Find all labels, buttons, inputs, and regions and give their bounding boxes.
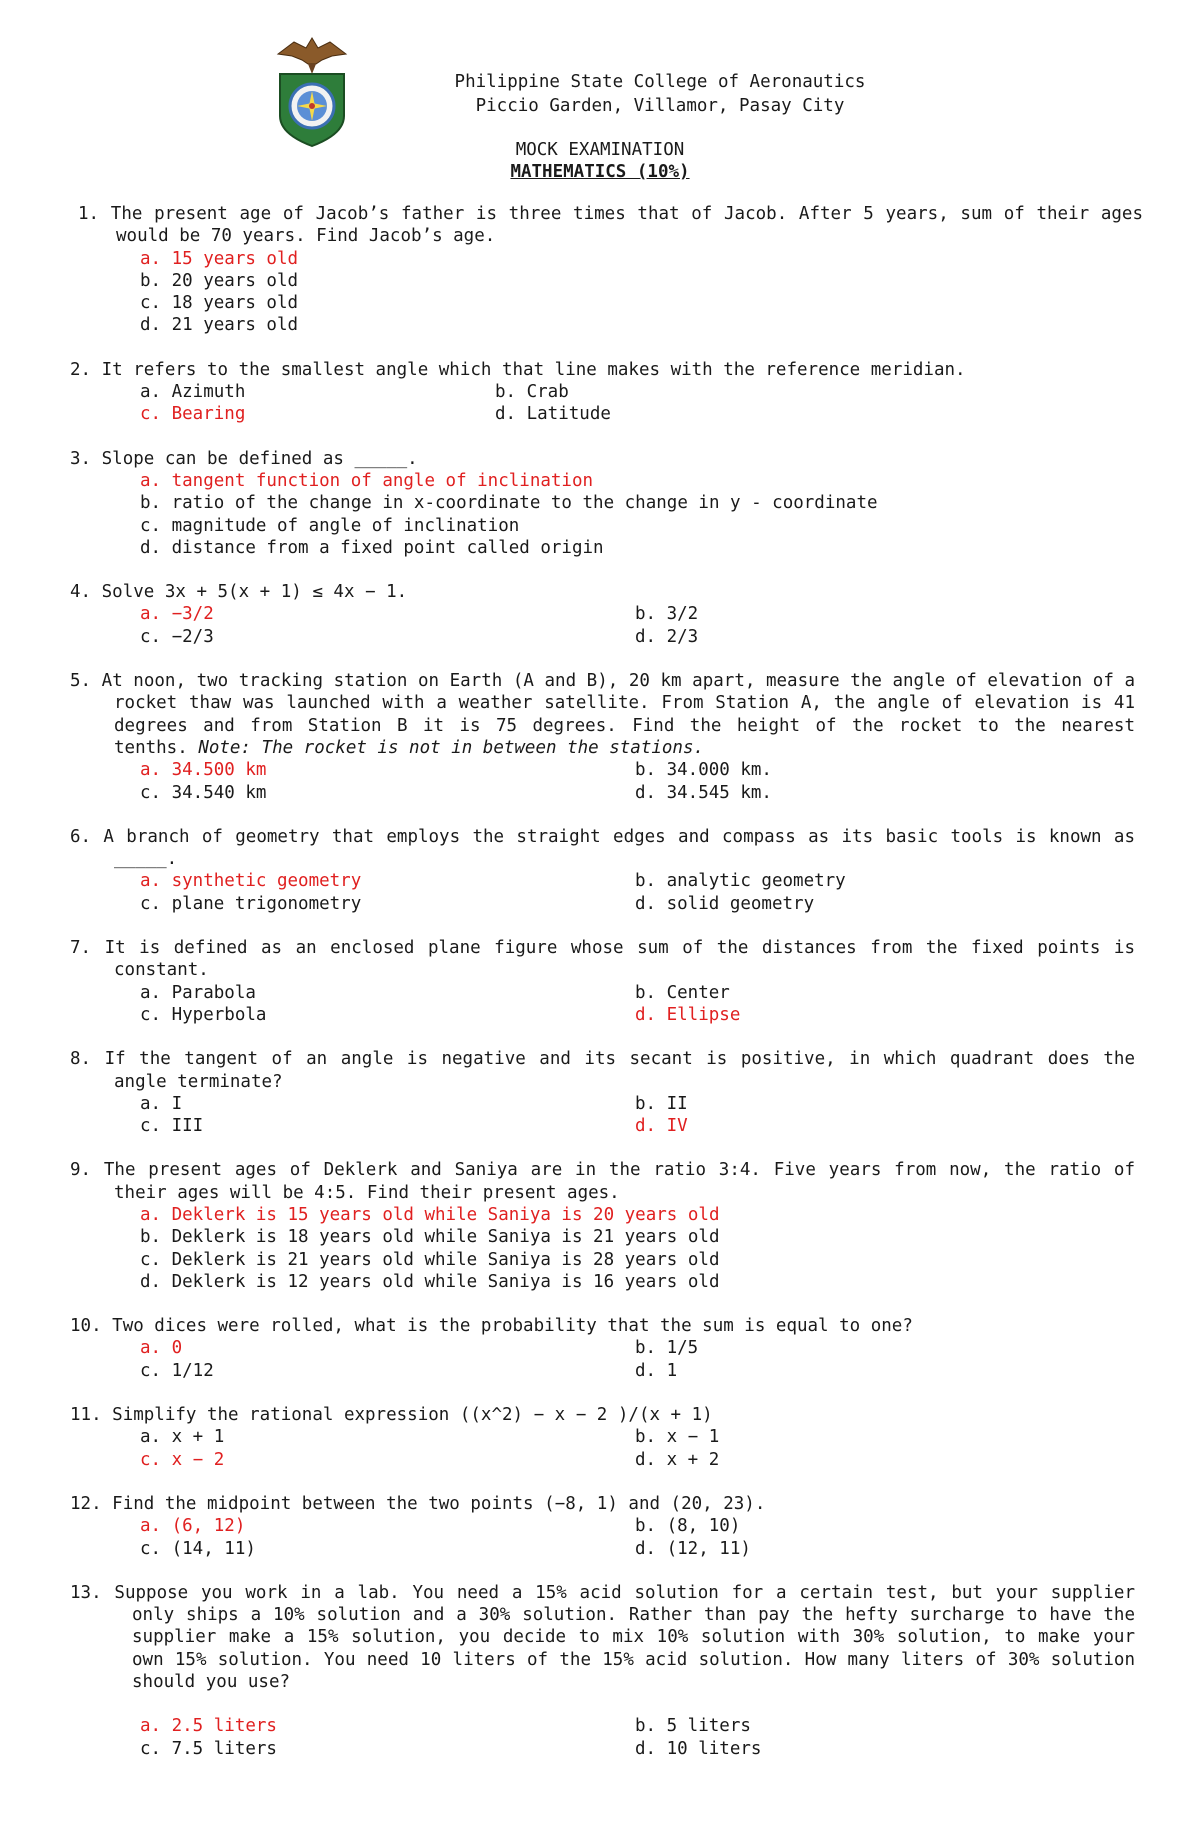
choice-c: c. 1/12 [140, 1360, 214, 1381]
question-number: 2. [70, 359, 92, 380]
question-text: It refers to the smallest angle which that line makes with the reference meridian. [101, 359, 966, 380]
choice-d: d. 1 [635, 1360, 678, 1381]
question-text: A branch of geometry that employs the straight edges and compass as its basic tools is known as _____. [103, 826, 1135, 870]
choice-b: b. 1/5 [635, 1338, 699, 1359]
choice-b: b. Center [635, 982, 730, 1003]
exam-title: MOCK EXAMINATION [515, 140, 685, 160]
choice-b: b. (8, 10) [635, 1516, 741, 1537]
choice-d: d. 2/3 [635, 626, 699, 647]
question-5 [0, 670, 1200, 804]
question-7 [0, 937, 1200, 1026]
question-number: 13. [70, 1582, 102, 1603]
question-2 [0, 359, 1200, 426]
question-number: 1. [78, 204, 100, 224]
choice-d: d. distance from a fixed point called origin [140, 537, 604, 558]
question-text: It is defined as an enclosed plane figure whose sum of the distances from the fixed points is constant. [104, 938, 1135, 981]
question-number: 12. [70, 1493, 102, 1514]
choice-a: a. 0 [140, 1338, 183, 1359]
choice-a: a. 2.5 liters [140, 1716, 277, 1737]
choice-d: d. (12, 11) [635, 1538, 751, 1559]
choice-c: c. (14, 11) [140, 1538, 256, 1559]
choice-a: a. Deklerk is 15 years old while Saniya is 20 years old [140, 1204, 720, 1225]
question-8 [0, 1048, 1200, 1137]
choice-c: c. III [140, 1116, 204, 1137]
question-number: 11. [70, 1405, 102, 1426]
choice-b: b. ratio of the change in x-coordinate to the change in y - coordinate [140, 493, 878, 514]
choice-b: b. Crab [495, 382, 569, 403]
question-text: Slope can be defined as _____. [101, 448, 418, 469]
choice-b: b. II [635, 1093, 688, 1114]
choice-a: a. 34.500 km [140, 760, 267, 781]
question-number: 9. [70, 1160, 92, 1181]
question-number: 4. [70, 582, 92, 603]
question-12 [0, 1493, 1200, 1560]
question-text: Suppose you work in a lab. You need a 15% acid solution for a certain test, but your supplier only ships a 10% solution and a 30% solution. Rather than pay the hefty surcharge to have the supplier make a 15% solution, you decide to mix 10% solution with 30% solution, to make your own 15% solution. You need 10 liters of the 15% acid solution. How many liters of 30% solution should you use? [114, 1582, 1135, 1693]
question-text: At noon, two tracking station on Earth (A and B), 20 km apart, measure the angle of elevation of a rocket thaw was launched with a weather satellite. From Station A, the angle of elevation is 41 degrees and from Station B it is 75 degrees. Find the height of the rocket to the nearest tenths. [101, 671, 1135, 758]
choice-a: a. (6, 12) [140, 1516, 246, 1537]
exam-subject: MATHEMATICS (10%) [510, 162, 690, 182]
question-1 [0, 203, 1200, 337]
question-list [0, 203, 1200, 1760]
question-13 [0, 1582, 1200, 1760]
question-9 [0, 1159, 1200, 1293]
question-note: Note: The rocket is not in between the stations. [198, 737, 705, 758]
choice-a: a. −3/2 [140, 604, 214, 625]
question-10 [0, 1315, 1200, 1382]
choice-d: d. 10 liters [635, 1738, 762, 1759]
choice-a: a. x + 1 [140, 1427, 225, 1448]
choice-d: d. Deklerk is 12 years old while Saniya is 16 years old [140, 1271, 720, 1292]
choice-c: c. −2/3 [140, 626, 214, 647]
choice-c: c. magnitude of angle of inclination [140, 515, 520, 536]
question-number: 7. [70, 938, 92, 959]
choice-d: d. Ellipse [635, 1004, 741, 1025]
question-text: Solve 3x + 5(x + 1) ≤ 4x − 1. [101, 582, 408, 603]
choice-c: c. 7.5 liters [140, 1738, 277, 1759]
choice-c: c. Deklerk is 21 years old while Saniya is 28 years old [140, 1249, 720, 1270]
school-name: Philippine State College of Aeronautics [454, 72, 866, 92]
question-text: The present ages of Deklerk and Saniya are in the ratio 3:4. Five years from now, the ratio of their ages will be 4:5. Find their present ages. [103, 1160, 1136, 1203]
choice-c: c. 18 years old [140, 293, 299, 314]
choice-a: a. tangent function of angle of inclination [140, 470, 594, 491]
choice-d: d. 34.545 km. [635, 782, 772, 803]
choice-c: c. Bearing [140, 404, 246, 425]
question-number: 8. [70, 1049, 92, 1070]
choice-b: b. 20 years old [140, 270, 299, 291]
choice-a: a. Parabola [140, 982, 256, 1003]
choice-b: b. 34.000 km. [635, 760, 772, 781]
question-text: If the tangent of an angle is negative and its secant is positive, in which quadrant does the angle terminate? [104, 1049, 1135, 1092]
choice-c: c. 34.540 km [140, 782, 267, 803]
choice-a: a. 15 years old [140, 248, 299, 269]
choice-d: d. Latitude [495, 404, 611, 425]
choice-c: c. plane trigonometry [140, 893, 362, 914]
choice-d: d. 21 years old [140, 315, 299, 336]
choice-a: a. Azimuth [140, 382, 246, 403]
choice-a: a. I [140, 1093, 183, 1114]
choice-c: c. Hyperbola [140, 1004, 267, 1025]
question-text: Two dices were rolled, what is the probability that the sum is equal to one? [112, 1316, 913, 1337]
question-4 [0, 581, 1200, 648]
choice-d: d. IV [635, 1116, 688, 1137]
choice-d: d. x + 2 [635, 1449, 720, 1470]
choice-b: b. 5 liters [635, 1716, 751, 1737]
question-number: 3. [70, 448, 92, 469]
choice-b: b. 3/2 [635, 604, 699, 625]
choice-b: b. x − 1 [635, 1427, 720, 1448]
question-6 [0, 826, 1200, 915]
question-number: 6. [70, 826, 92, 847]
question-3 [0, 448, 1200, 559]
question-text: Find the midpoint between the two points (−8, 1) and (20, 23). [112, 1493, 766, 1514]
choice-d: d. solid geometry [635, 893, 815, 914]
school-address: Piccio Garden, Villamor, Pasay City [475, 96, 845, 116]
question-number: 5. [70, 671, 92, 692]
choice-b: b. analytic geometry [635, 871, 846, 892]
question-11 [0, 1404, 1200, 1471]
question-text: Simplify the rational expression ((x^2) − x − 2 )/(x + 1) [112, 1405, 713, 1426]
choice-c: c. x − 2 [140, 1449, 225, 1470]
question-number: 10. [70, 1316, 102, 1337]
choice-b: b. Deklerk is 18 years old while Saniya is 21 years old [140, 1227, 720, 1248]
question-text: The present age of Jacob’s father is three times that of Jacob. After 5 years, sum of their ages would be 70 years. Find Jacob’s age. [110, 204, 1143, 247]
choice-a: a. synthetic geometry [140, 871, 362, 892]
